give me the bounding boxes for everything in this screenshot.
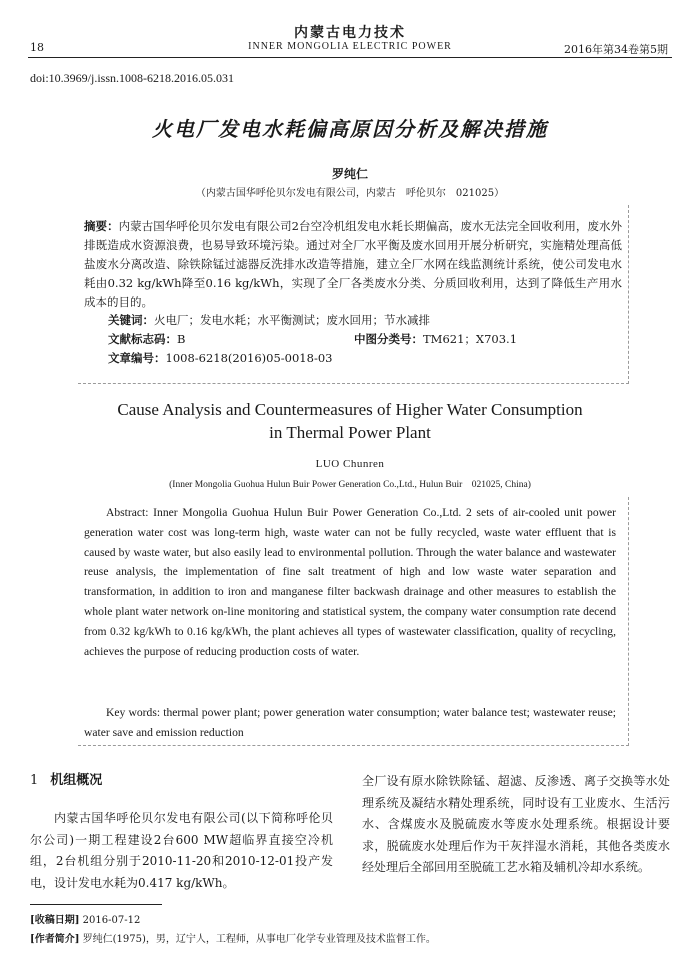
- header-rule: [28, 57, 672, 58]
- section-title: 机组概况: [50, 773, 103, 788]
- page-number: 18: [30, 41, 44, 54]
- affiliation-cn: （内蒙古国华呼伦贝尔发电有限公司，内蒙古 呼伦贝尔 021025）: [195, 188, 505, 199]
- abstract-cn: [84, 217, 622, 312]
- author-bio: [30, 930, 436, 945]
- article-number-label: 文章编号：: [108, 351, 166, 365]
- clc-label: 中图分类号：: [354, 332, 423, 346]
- abstract-en: Abstract: Inner Mongolia Guohua Hulun Buir Power Generation Co.,Ltd. 2 sets of air-cooled unit power generation water cost was long-term high, waste water can not be fully recycled, waste water effluent that is caused by waste water, but also easily lead to environmental pollution. Through the water balance and wastewater reuse analysis, the implementation of fine salt treatment of high and low waste water separation and transformation, in addition to iron and manganese filter backwash drainage and other measures to establish the whole plant water network on-line monitoring and statistical system, the company water consumption rate decend from 0.32 kg/kWh to 0.16 kg/kWh, the plant achieves all types of wastewater classification, quality of recycling, achieves the purpose of reducing production costs of water.: [84, 506, 616, 658]
- doi: doi:10.3969/j.issn.1008-6218.2016.05.031: [30, 71, 235, 85]
- document-code-value: B: [177, 332, 186, 346]
- footnote-rule: [30, 904, 162, 905]
- article-number-value: 1008-6218(2016)05-0018-03: [165, 351, 333, 365]
- document-code-label: 文献标志码：: [108, 332, 177, 346]
- body-text-left-column: 内蒙古国华呼伦贝尔发电有限公司(以下简称呼伦贝尔公司)一期工程建设2台600 MW超临界直接空冷机组，2台机组分别于2010-11-20和2010-12-01投产发电，设计发电水耗为0.417 kg/kWh。: [30, 811, 333, 890]
- body-text-right-column: 全厂设有原水除铁除锰、超滤、反渗透、离子交换等水处理系统及凝结水精处理系统，同时设有工业废水、生活污水、含煤废水及脱硫废水等废水处理系统。根据设计要求，脱硫废水处理后作为干灰拌湿水消耗，其他各类废水经处理后全部回用至脱硫工艺水箱及辅机冷却水系统。: [362, 774, 670, 874]
- received-label: [收稿日期]: [30, 915, 80, 926]
- received-date: [30, 911, 140, 926]
- author-cn: 罗纯仁: [331, 167, 368, 181]
- journal-name-cn: 内蒙古电力技术: [294, 25, 406, 41]
- section-number: 1: [30, 773, 39, 788]
- author-en: LUO Chunren: [315, 458, 385, 470]
- keywords-en: Key words: thermal power plant; power generation water consumption; water balance test; wastewater reuse; water save and emission reduction: [84, 706, 616, 739]
- title-en-line-2: in Thermal Power Plant: [269, 423, 431, 442]
- received-value: 2016-07-12: [82, 915, 141, 926]
- document-code: [108, 331, 185, 347]
- clc-number: [354, 331, 517, 347]
- keywords-cn-text: 火电厂；发电水耗；水平衡测试；废水回用；节水减排: [154, 313, 430, 327]
- clc-value: TM621；X703.1: [423, 332, 518, 346]
- author-bio-label: [作者简介]: [30, 934, 80, 945]
- section-heading: [30, 769, 102, 788]
- keywords-cn: [108, 312, 430, 328]
- keywords-cn-label: 关键词：: [108, 313, 154, 327]
- affiliation-en: (Inner Mongolia Guohua Hulun Buir Power Generation Co.,Ltd., Hulun Buir 021025, China): [169, 480, 531, 490]
- article-title-cn: 火电厂发电水耗偏高原因分析及解决措施: [152, 117, 548, 141]
- title-en-line-1: Cause Analysis and Countermeasures of Higher Water Consumption: [117, 400, 583, 419]
- issue-info: 2016年第34卷第5期: [564, 43, 668, 56]
- article-title-en: [0, 398, 700, 444]
- article-number: [108, 350, 332, 366]
- abstract-cn-text: 内蒙古国华呼伦贝尔发电有限公司2台空冷机组发电水耗长期偏高，废水无法完全回收利用，废水外排既造成水资源浪费，也易导致环境污染。通过对全厂水平衡及废水回用开展分析研究，实施精处理高低盐废水分离改造、除铁除锰过滤器反洗排水改造等措施，建立全厂水网在线监测统计系统，使公司发电水耗由0.32 kg/kWh降至0.16 kg/kWh，实现了全厂各类废水分类、分质回收利用，达到了降低生产用水成本的目的。: [84, 219, 623, 309]
- abstract-cn-label: 摘要：: [84, 219, 119, 233]
- author-bio-text: 罗纯仁(1975)，男，辽宁人，工程师，从事电厂化学专业管理及技术监督工作。: [82, 934, 436, 945]
- journal-name-en: INNER MONGOLIA ELECTRIC POWER: [248, 41, 452, 52]
